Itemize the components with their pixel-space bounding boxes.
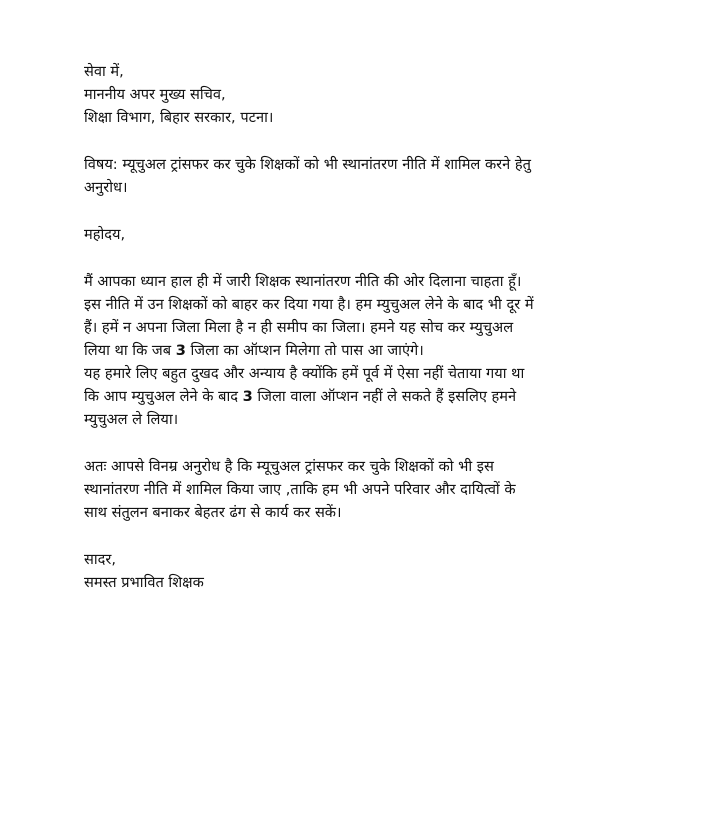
- paragraph-text: जिला वाला ऑप्शन नहीं ले सकते हैं इसलिए हमने: [252, 388, 517, 405]
- letter-page: [84, 60, 644, 594]
- closing-text: सादर,: [84, 551, 117, 568]
- subject-line: [84, 153, 644, 199]
- paragraph-line: मैं आपका ध्यान हाल ही में जारी शिक्षक स्थानांतरण नीति की ओर दिलाना चाहता हूँ।: [84, 273, 522, 290]
- address-line: माननीय अपर मुख्य सचिव,: [84, 86, 226, 103]
- paragraph-line: अतः आपसे विनम्र अनुरोध है कि म्यूचुअल ट्रांसफर कर चुके शिक्षकों को भी इस: [84, 458, 494, 475]
- closing: [84, 548, 644, 594]
- paragraph-text: लिया था कि जब: [84, 342, 176, 359]
- paragraph-line: स्थानांतरण नीति में शामिल किया जाए ,ताकि हम भी अपने परिवार और दायित्वों के: [84, 481, 516, 498]
- recipient-address: [84, 60, 644, 129]
- paragraph-line: साथ संतुलन बनाकर बेहतर ढंग से कार्य कर सकें।: [84, 504, 342, 521]
- signature-text: समस्त प्रभावित शिक्षक: [84, 574, 204, 591]
- body-paragraph-2: [84, 455, 644, 524]
- body-paragraph-1: [84, 270, 644, 431]
- salutation-text: महोदय,: [84, 226, 126, 243]
- subject-text: विषय: म्यूचुअल ट्रांसफर कर चुके शिक्षकों को भी स्थानांतरण नीति में शामिल करने हेतु: [84, 156, 531, 173]
- salutation: [84, 223, 644, 246]
- address-line: शिक्षा विभाग, बिहार सरकार, पटना।: [84, 109, 274, 126]
- paragraph-line: म्युचुअल ले लिया।: [84, 411, 179, 428]
- paragraph-line: इस नीति में उन शिक्षकों को बाहर कर दिया गया है। हम म्युचुअल लेने के बाद भी दूर में: [84, 296, 534, 313]
- district-count: 3: [242, 388, 253, 405]
- district-count: 3: [175, 342, 186, 359]
- paragraph-line: [84, 339, 644, 362]
- address-line: सेवा में,: [84, 63, 124, 80]
- paragraph-line: हैं। हमें न अपना जिला मिला है न ही समीप का जिला। हमने यह सोच कर म्युचुअल: [84, 319, 514, 336]
- paragraph-line: यह हमारे लिए बहुत दुखद और अन्याय है क्योंकि हमें पूर्व में ऐसा नहीं चेताया गया था: [84, 365, 525, 382]
- paragraph-text: जिला का ऑप्शन मिलेगा तो पास आ जाएंगे।: [185, 342, 424, 359]
- paragraph-text: कि आप म्युचुअल लेने के बाद: [84, 388, 243, 405]
- paragraph-line: [84, 385, 644, 408]
- subject-text: अनुरोध।: [84, 179, 128, 196]
